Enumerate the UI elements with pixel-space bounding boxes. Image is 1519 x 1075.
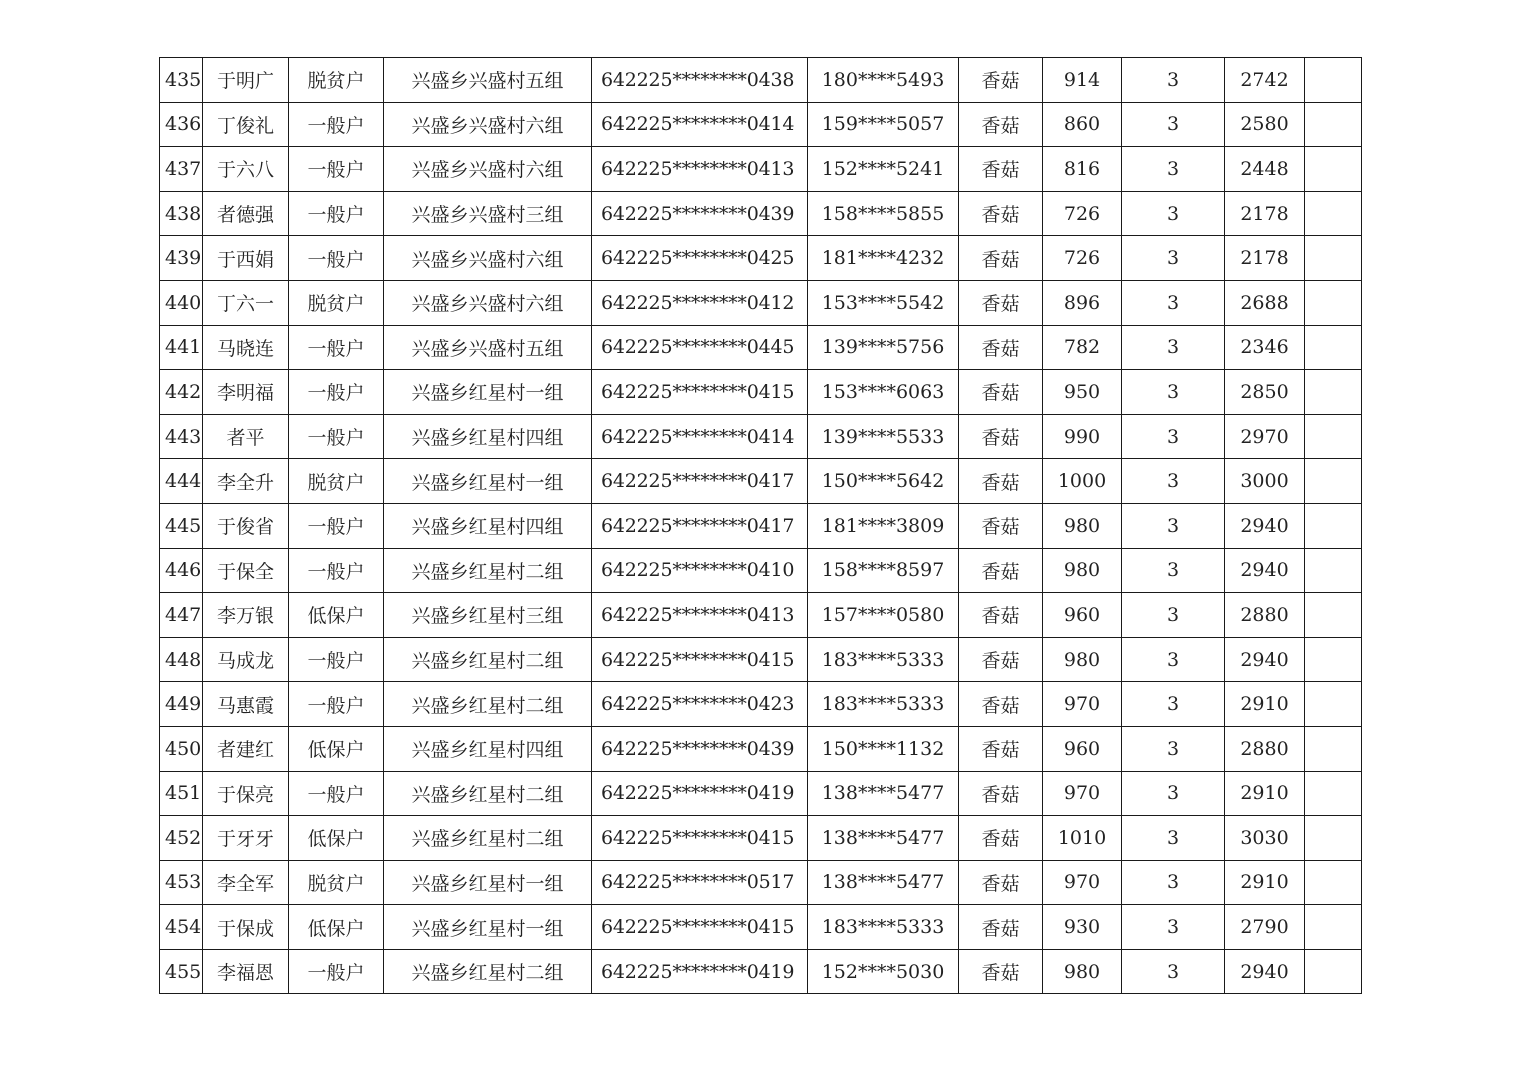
- quantity-cell: 970: [1043, 682, 1122, 727]
- unit-price-cell: 3: [1122, 637, 1225, 682]
- table-row: [160, 370, 1362, 415]
- address-cell: 兴盛乡红星村一组: [384, 459, 592, 504]
- remark-cell: [1305, 503, 1362, 548]
- amount-cell: 2940: [1225, 637, 1305, 682]
- table-row: [160, 102, 1362, 147]
- amount-cell: 2940: [1225, 503, 1305, 548]
- row-number-cell: 451: [160, 771, 203, 816]
- amount-cell: 2940: [1225, 548, 1305, 593]
- unit-price-cell: 3: [1122, 905, 1225, 950]
- remark-cell: [1305, 593, 1362, 638]
- phone-cell: 158****5855: [808, 191, 959, 236]
- quantity-cell: 950: [1043, 370, 1122, 415]
- row-number-cell: 448: [160, 637, 203, 682]
- phone-cell: 158****8597: [808, 548, 959, 593]
- name-cell: 于保全: [203, 548, 289, 593]
- crop-cell: 香菇: [959, 414, 1043, 459]
- phone-cell: 183****5333: [808, 637, 959, 682]
- quantity-cell: 980: [1043, 637, 1122, 682]
- quantity-cell: 726: [1043, 191, 1122, 236]
- row-number-cell: 450: [160, 726, 203, 771]
- name-cell: 李福恩: [203, 949, 289, 994]
- address-cell: 兴盛乡兴盛村六组: [384, 280, 592, 325]
- name-cell: 丁俊礼: [203, 102, 289, 147]
- remark-cell: [1305, 905, 1362, 950]
- household-table: [159, 57, 1362, 994]
- household-type-cell: 脱贫户: [289, 280, 384, 325]
- table-row: [160, 147, 1362, 192]
- crop-cell: 香菇: [959, 236, 1043, 281]
- table-row: [160, 816, 1362, 861]
- household-type-cell: 低保户: [289, 816, 384, 861]
- household-type-cell: 一般户: [289, 191, 384, 236]
- table-row: [160, 503, 1362, 548]
- unit-price-cell: 3: [1122, 370, 1225, 415]
- address-cell: 兴盛乡红星村二组: [384, 682, 592, 727]
- id-number-cell: 642225********0423: [592, 682, 808, 727]
- id-number-cell: 642225********0417: [592, 459, 808, 504]
- quantity-cell: 980: [1043, 949, 1122, 994]
- amount-cell: 2346: [1225, 325, 1305, 370]
- table-row: [160, 682, 1362, 727]
- household-type-cell: 低保户: [289, 905, 384, 950]
- amount-cell: 3000: [1225, 459, 1305, 504]
- name-cell: 者德强: [203, 191, 289, 236]
- household-type-cell: 一般户: [289, 637, 384, 682]
- amount-cell: 3030: [1225, 816, 1305, 861]
- row-number-cell: 455: [160, 949, 203, 994]
- id-number-cell: 642225********0412: [592, 280, 808, 325]
- remark-cell: [1305, 726, 1362, 771]
- name-cell: 马惠霞: [203, 682, 289, 727]
- crop-cell: 香菇: [959, 503, 1043, 548]
- row-number-cell: 440: [160, 280, 203, 325]
- crop-cell: 香菇: [959, 682, 1043, 727]
- unit-price-cell: 3: [1122, 593, 1225, 638]
- id-number-cell: 642225********0410: [592, 548, 808, 593]
- remark-cell: [1305, 236, 1362, 281]
- household-type-cell: 一般户: [289, 370, 384, 415]
- phone-cell: 181****3809: [808, 503, 959, 548]
- crop-cell: 香菇: [959, 280, 1043, 325]
- row-number-cell: 453: [160, 860, 203, 905]
- address-cell: 兴盛乡红星村二组: [384, 816, 592, 861]
- id-number-cell: 642225********0413: [592, 593, 808, 638]
- quantity-cell: 970: [1043, 771, 1122, 816]
- unit-price-cell: 3: [1122, 860, 1225, 905]
- row-number-cell: 438: [160, 191, 203, 236]
- address-cell: 兴盛乡红星村四组: [384, 503, 592, 548]
- crop-cell: 香菇: [959, 949, 1043, 994]
- name-cell: 于西娟: [203, 236, 289, 281]
- name-cell: 于保亮: [203, 771, 289, 816]
- id-number-cell: 642225********0419: [592, 949, 808, 994]
- amount-cell: 2880: [1225, 593, 1305, 638]
- phone-cell: 152****5030: [808, 949, 959, 994]
- table-row: [160, 548, 1362, 593]
- id-number-cell: 642225********0417: [592, 503, 808, 548]
- id-number-cell: 642225********0415: [592, 816, 808, 861]
- household-type-cell: 一般户: [289, 414, 384, 459]
- quantity-cell: 960: [1043, 593, 1122, 638]
- table-row: [160, 949, 1362, 994]
- address-cell: 兴盛乡兴盛村五组: [384, 58, 592, 103]
- phone-cell: 138****5477: [808, 771, 959, 816]
- quantity-cell: 782: [1043, 325, 1122, 370]
- address-cell: 兴盛乡红星村二组: [384, 637, 592, 682]
- unit-price-cell: 3: [1122, 414, 1225, 459]
- table-body: [160, 58, 1362, 994]
- name-cell: 于保成: [203, 905, 289, 950]
- name-cell: 者建红: [203, 726, 289, 771]
- table-row: [160, 414, 1362, 459]
- name-cell: 李明福: [203, 370, 289, 415]
- quantity-cell: 726: [1043, 236, 1122, 281]
- amount-cell: 2910: [1225, 682, 1305, 727]
- table-row: [160, 459, 1362, 504]
- row-number-cell: 452: [160, 816, 203, 861]
- household-type-cell: 脱贫户: [289, 860, 384, 905]
- unit-price-cell: 3: [1122, 816, 1225, 861]
- crop-cell: 香菇: [959, 147, 1043, 192]
- unit-price-cell: 3: [1122, 503, 1225, 548]
- row-number-cell: 436: [160, 102, 203, 147]
- address-cell: 兴盛乡红星村三组: [384, 593, 592, 638]
- amount-cell: 2850: [1225, 370, 1305, 415]
- unit-price-cell: 3: [1122, 191, 1225, 236]
- name-cell: 李万银: [203, 593, 289, 638]
- amount-cell: 2448: [1225, 147, 1305, 192]
- household-type-cell: 一般户: [289, 236, 384, 281]
- id-number-cell: 642225********0419: [592, 771, 808, 816]
- id-number-cell: 642225********0439: [592, 191, 808, 236]
- phone-cell: 180****5493: [808, 58, 959, 103]
- name-cell: 于六八: [203, 147, 289, 192]
- quantity-cell: 896: [1043, 280, 1122, 325]
- name-cell: 者平: [203, 414, 289, 459]
- household-type-cell: 低保户: [289, 593, 384, 638]
- amount-cell: 2688: [1225, 280, 1305, 325]
- id-number-cell: 642225********0413: [592, 147, 808, 192]
- phone-cell: 152****5241: [808, 147, 959, 192]
- remark-cell: [1305, 325, 1362, 370]
- id-number-cell: 642225********0439: [592, 726, 808, 771]
- phone-cell: 138****5477: [808, 816, 959, 861]
- unit-price-cell: 3: [1122, 548, 1225, 593]
- address-cell: 兴盛乡红星村一组: [384, 905, 592, 950]
- household-type-cell: 脱贫户: [289, 58, 384, 103]
- address-cell: 兴盛乡兴盛村六组: [384, 102, 592, 147]
- crop-cell: 香菇: [959, 905, 1043, 950]
- table-row: [160, 58, 1362, 103]
- row-number-cell: 445: [160, 503, 203, 548]
- id-number-cell: 642225********0414: [592, 102, 808, 147]
- table-row: [160, 771, 1362, 816]
- crop-cell: 香菇: [959, 459, 1043, 504]
- phone-cell: 150****1132: [808, 726, 959, 771]
- amount-cell: 2970: [1225, 414, 1305, 459]
- table-row: [160, 191, 1362, 236]
- id-number-cell: 642225********0445: [592, 325, 808, 370]
- id-number-cell: 642225********0415: [592, 905, 808, 950]
- id-number-cell: 642225********0517: [592, 860, 808, 905]
- row-number-cell: 439: [160, 236, 203, 281]
- amount-cell: 2790: [1225, 905, 1305, 950]
- address-cell: 兴盛乡红星村一组: [384, 370, 592, 415]
- table-row: [160, 726, 1362, 771]
- household-type-cell: 低保户: [289, 726, 384, 771]
- crop-cell: 香菇: [959, 102, 1043, 147]
- crop-cell: 香菇: [959, 637, 1043, 682]
- phone-cell: 153****5542: [808, 280, 959, 325]
- unit-price-cell: 3: [1122, 102, 1225, 147]
- unit-price-cell: 3: [1122, 459, 1225, 504]
- remark-cell: [1305, 949, 1362, 994]
- amount-cell: 2178: [1225, 236, 1305, 281]
- row-number-cell: 446: [160, 548, 203, 593]
- id-number-cell: 642225********0415: [592, 370, 808, 415]
- remark-cell: [1305, 102, 1362, 147]
- row-number-cell: 449: [160, 682, 203, 727]
- household-type-cell: 一般户: [289, 548, 384, 593]
- unit-price-cell: 3: [1122, 325, 1225, 370]
- name-cell: 马成龙: [203, 637, 289, 682]
- crop-cell: 香菇: [959, 191, 1043, 236]
- phone-cell: 139****5756: [808, 325, 959, 370]
- quantity-cell: 980: [1043, 503, 1122, 548]
- id-number-cell: 642225********0415: [592, 637, 808, 682]
- row-number-cell: 447: [160, 593, 203, 638]
- name-cell: 于牙牙: [203, 816, 289, 861]
- unit-price-cell: 3: [1122, 949, 1225, 994]
- id-number-cell: 642225********0414: [592, 414, 808, 459]
- crop-cell: 香菇: [959, 726, 1043, 771]
- address-cell: 兴盛乡红星村四组: [384, 414, 592, 459]
- remark-cell: [1305, 191, 1362, 236]
- quantity-cell: 970: [1043, 860, 1122, 905]
- row-number-cell: 443: [160, 414, 203, 459]
- table-row: [160, 860, 1362, 905]
- address-cell: 兴盛乡红星村二组: [384, 548, 592, 593]
- crop-cell: 香菇: [959, 58, 1043, 103]
- crop-cell: 香菇: [959, 548, 1043, 593]
- unit-price-cell: 3: [1122, 147, 1225, 192]
- name-cell: 于明广: [203, 58, 289, 103]
- name-cell: 丁六一: [203, 280, 289, 325]
- household-type-cell: 脱贫户: [289, 459, 384, 504]
- phone-cell: 181****4232: [808, 236, 959, 281]
- address-cell: 兴盛乡兴盛村六组: [384, 147, 592, 192]
- table-row: [160, 905, 1362, 950]
- quantity-cell: 980: [1043, 548, 1122, 593]
- address-cell: 兴盛乡兴盛村五组: [384, 325, 592, 370]
- name-cell: 马晓连: [203, 325, 289, 370]
- quantity-cell: 930: [1043, 905, 1122, 950]
- crop-cell: 香菇: [959, 325, 1043, 370]
- quantity-cell: 1010: [1043, 816, 1122, 861]
- household-type-cell: 一般户: [289, 949, 384, 994]
- address-cell: 兴盛乡红星村二组: [384, 949, 592, 994]
- phone-cell: 183****5333: [808, 682, 959, 727]
- phone-cell: 183****5333: [808, 905, 959, 950]
- crop-cell: 香菇: [959, 370, 1043, 415]
- household-type-cell: 一般户: [289, 102, 384, 147]
- table-row: [160, 593, 1362, 638]
- amount-cell: 2940: [1225, 949, 1305, 994]
- remark-cell: [1305, 860, 1362, 905]
- unit-price-cell: 3: [1122, 771, 1225, 816]
- address-cell: 兴盛乡红星村四组: [384, 726, 592, 771]
- id-number-cell: 642225********0425: [592, 236, 808, 281]
- quantity-cell: 816: [1043, 147, 1122, 192]
- row-number-cell: 442: [160, 370, 203, 415]
- id-number-cell: 642225********0438: [592, 58, 808, 103]
- phone-cell: 139****5533: [808, 414, 959, 459]
- address-cell: 兴盛乡兴盛村六组: [384, 236, 592, 281]
- quantity-cell: 914: [1043, 58, 1122, 103]
- table-row: [160, 236, 1362, 281]
- unit-price-cell: 3: [1122, 58, 1225, 103]
- amount-cell: 2910: [1225, 771, 1305, 816]
- remark-cell: [1305, 771, 1362, 816]
- name-cell: 于俊省: [203, 503, 289, 548]
- address-cell: 兴盛乡红星村一组: [384, 860, 592, 905]
- phone-cell: 153****6063: [808, 370, 959, 415]
- household-type-cell: 一般户: [289, 147, 384, 192]
- phone-cell: 157****0580: [808, 593, 959, 638]
- amount-cell: 2910: [1225, 860, 1305, 905]
- household-type-cell: 一般户: [289, 325, 384, 370]
- row-number-cell: 435: [160, 58, 203, 103]
- remark-cell: [1305, 147, 1362, 192]
- remark-cell: [1305, 548, 1362, 593]
- unit-price-cell: 3: [1122, 726, 1225, 771]
- phone-cell: 159****5057: [808, 102, 959, 147]
- quantity-cell: 990: [1043, 414, 1122, 459]
- name-cell: 李全升: [203, 459, 289, 504]
- quantity-cell: 860: [1043, 102, 1122, 147]
- household-type-cell: 一般户: [289, 771, 384, 816]
- address-cell: 兴盛乡红星村二组: [384, 771, 592, 816]
- crop-cell: 香菇: [959, 816, 1043, 861]
- row-number-cell: 454: [160, 905, 203, 950]
- unit-price-cell: 3: [1122, 682, 1225, 727]
- remark-cell: [1305, 370, 1362, 415]
- amount-cell: 2742: [1225, 58, 1305, 103]
- remark-cell: [1305, 459, 1362, 504]
- amount-cell: 2178: [1225, 191, 1305, 236]
- crop-cell: 香菇: [959, 771, 1043, 816]
- remark-cell: [1305, 58, 1362, 103]
- remark-cell: [1305, 637, 1362, 682]
- amount-cell: 2880: [1225, 726, 1305, 771]
- row-number-cell: 444: [160, 459, 203, 504]
- quantity-cell: 1000: [1043, 459, 1122, 504]
- phone-cell: 150****5642: [808, 459, 959, 504]
- row-number-cell: 441: [160, 325, 203, 370]
- quantity-cell: 960: [1043, 726, 1122, 771]
- name-cell: 李全军: [203, 860, 289, 905]
- unit-price-cell: 3: [1122, 236, 1225, 281]
- crop-cell: 香菇: [959, 593, 1043, 638]
- remark-cell: [1305, 682, 1362, 727]
- address-cell: 兴盛乡兴盛村三组: [384, 191, 592, 236]
- table-row: [160, 637, 1362, 682]
- remark-cell: [1305, 414, 1362, 459]
- remark-cell: [1305, 280, 1362, 325]
- row-number-cell: 437: [160, 147, 203, 192]
- table-row: [160, 325, 1362, 370]
- household-type-cell: 一般户: [289, 682, 384, 727]
- amount-cell: 2580: [1225, 102, 1305, 147]
- table-row: [160, 280, 1362, 325]
- household-type-cell: 一般户: [289, 503, 384, 548]
- crop-cell: 香菇: [959, 860, 1043, 905]
- phone-cell: 138****5477: [808, 860, 959, 905]
- remark-cell: [1305, 816, 1362, 861]
- unit-price-cell: 3: [1122, 280, 1225, 325]
